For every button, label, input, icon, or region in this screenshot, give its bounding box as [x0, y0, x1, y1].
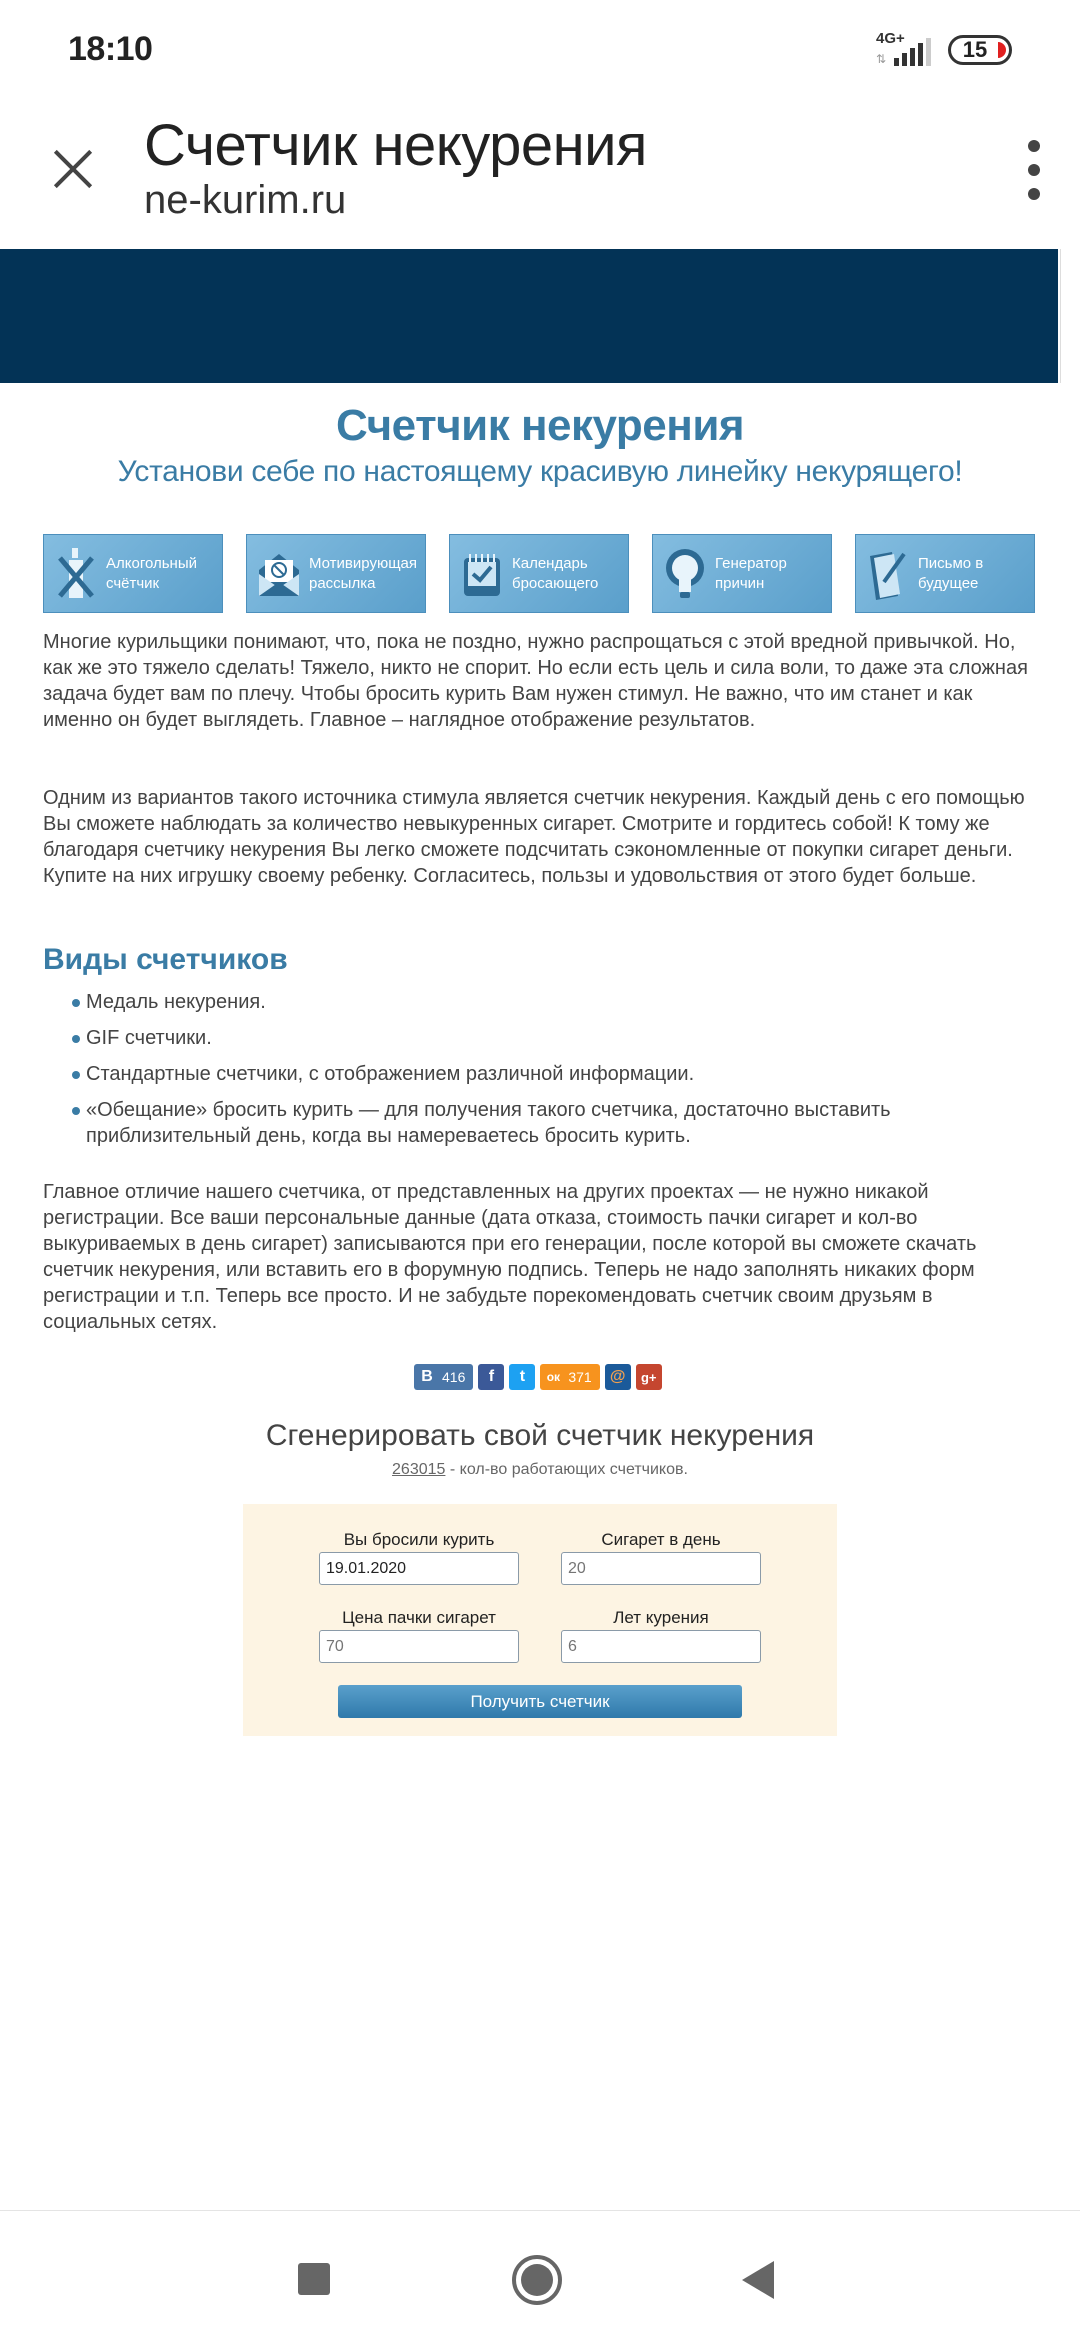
generator-heading: Сгенерировать свой счетчик некурения [265, 1419, 815, 1452]
intro-paragraph-1: Многие курильщики понимают, что, пока не поздно, нужно распрощаться с этой вредной привычкой. Но, как же это тяжело сделать! Тяжело, никто не спорит. Но если есть цель и сила воли, то даже эта сложная задача будет вам по плечу. Чтобы бросить курить Вам нужен стимул. Не важно, что им станет и как именно он будет выглядеть. Главное – наглядное отображение результатов. [43, 631, 1028, 731]
calendar-check-icon [460, 546, 504, 602]
share-odnoklassniki-button[interactable] [540, 1364, 599, 1390]
info-paragraph: Главное отличие нашего счетчика, от представленных на других проектах — не нужно никакой регистрации. Все ваши персональные данные (дата отказа, стоимость пачки сигарет и кол-во выкуриваемых в день сигарет) записываются при его генерации, после которой вы сможете скачать счетчик некурения, или вставить его в форумную подпись. Теперь не надо заполнять никаких форм регистрации и т.п. Теперь все просто. И не забудьте порекомендовать счетчик своим друзьям в социальных сетях. [43, 1181, 977, 1333]
tile-label: Календарь бросающего [512, 554, 599, 592]
battery-icon [948, 35, 1012, 65]
web-content [0, 383, 1080, 2203]
network-type: 4G+ [876, 30, 905, 47]
counters-count-suffix: - кол-во работающих счетчиков. [445, 1461, 688, 1478]
tile-motivation-mailing[interactable] [246, 534, 426, 613]
social-share-bar [414, 1364, 662, 1390]
signal-bars-icon [894, 38, 931, 66]
envelope-no-smoking-icon [257, 546, 301, 602]
tile-label: Мотивирующая рассылка [309, 554, 418, 592]
types-list [72, 989, 1032, 1159]
status-icons [876, 30, 1012, 66]
counters-count-link[interactable]: 263015 [392, 1461, 446, 1478]
page-url: ne-kurim.ru [144, 178, 347, 222]
feature-tiles [43, 534, 1035, 613]
facebook-icon: f [488, 1368, 495, 1385]
smoking-years-field [561, 1608, 761, 1663]
list-item: «Обещание» бросить курить — для получения такого счетчика, достаточно выставить приблизительный день, когда вы намереваетесь бросить курить. [72, 1097, 1032, 1149]
site-header-band [0, 249, 1058, 383]
page-title: Счетчик некурения [144, 113, 647, 178]
pack-price-label: Цена пачки сигарет [342, 1608, 496, 1627]
counters-count [0, 1461, 1080, 1479]
share-mailru-button[interactable] [605, 1364, 631, 1390]
site-subtitle: Установи себе по настоящему красивую линейку некурящего! [117, 455, 963, 488]
battery-low-indicator [998, 42, 1006, 58]
tile-alcohol-counter[interactable] [43, 534, 223, 613]
pack-price-field [319, 1608, 519, 1663]
counter-generator-form [243, 1504, 837, 1736]
recents-icon[interactable] [298, 2263, 330, 2295]
lightbulb-icon [663, 546, 707, 602]
battery-level: 15 [962, 37, 988, 62]
googleplus-icon: g+ [640, 1369, 657, 1385]
letter-pen-icon [866, 546, 910, 602]
vk-count: 416 [442, 1369, 466, 1385]
types-heading: Виды счетчиков [43, 943, 288, 976]
system-nav-bar [0, 2210, 1080, 2340]
quit-date-field [319, 1530, 519, 1585]
list-item: Стандартные счетчики, с отображением различной информации. [72, 1061, 1032, 1087]
signal-icon [876, 30, 932, 66]
custom-tab-toolbar [0, 100, 1080, 248]
list-item: Медаль некурения. [72, 989, 1032, 1015]
vk-icon: В [421, 1368, 433, 1385]
get-counter-button[interactable]: Получить счетчик [338, 1685, 742, 1718]
share-vk-button[interactable] [414, 1364, 473, 1390]
site-title: Счетчик некурения [335, 401, 745, 450]
quit-date-input[interactable] [319, 1552, 519, 1585]
home-icon[interactable] [512, 2255, 562, 2305]
intro-paragraph-2: Одним из вариантов такого источника стимула является счетчик некурения. Каждый день с его помощью Вы сможете наблюдать за количество невыкуренных сигарет. Смотрите и гордитесь собой! К тому же благодаря счетчику некурения Вы легко сможете подсчитать сэкономленные от покупки сигарет деньги. Купите на них игрушку своему ребенку. Согласитесь, пользы и удовольствия от этого будет больше. [43, 787, 1025, 887]
mailru-icon: @ [609, 1368, 626, 1385]
tile-label: Генератор причин [715, 554, 787, 592]
tile-reasons-generator[interactable] [652, 534, 832, 613]
odnoklassniki-icon: ок [546, 1370, 561, 1384]
smoking-years-input[interactable] [561, 1630, 761, 1663]
data-arrows-icon: ⇅ [876, 52, 887, 66]
back-icon[interactable] [742, 2261, 774, 2299]
crossed-bottle-icon [54, 546, 98, 602]
share-twitter-button[interactable] [509, 1364, 535, 1390]
cigarettes-per-day-field [561, 1530, 761, 1585]
more-vert-icon[interactable] [1024, 140, 1044, 200]
tile-quitter-calendar[interactable] [449, 534, 629, 613]
list-item: GIF счетчики. [72, 1025, 1032, 1051]
close-icon[interactable] [44, 140, 100, 196]
ok-count: 371 [568, 1369, 592, 1385]
tile-letter-to-future[interactable] [855, 534, 1035, 613]
scrollbar[interactable] [1060, 249, 1080, 383]
share-facebook-button[interactable] [478, 1364, 504, 1390]
tile-label: Алкогольный счётчик [106, 554, 197, 592]
tile-label: Письмо в будущее [918, 554, 984, 592]
status-bar [0, 0, 1080, 100]
cigarettes-per-day-label: Сигарет в день [601, 1530, 721, 1549]
cigarettes-per-day-input[interactable] [561, 1552, 761, 1585]
twitter-icon: t [519, 1368, 526, 1385]
share-googleplus-button[interactable] [636, 1364, 662, 1390]
pack-price-input[interactable] [319, 1630, 519, 1663]
smoking-years-label: Лет курения [613, 1608, 709, 1627]
quit-date-label: Вы бросили курить [343, 1530, 495, 1549]
clock: 18:10 [68, 30, 153, 68]
